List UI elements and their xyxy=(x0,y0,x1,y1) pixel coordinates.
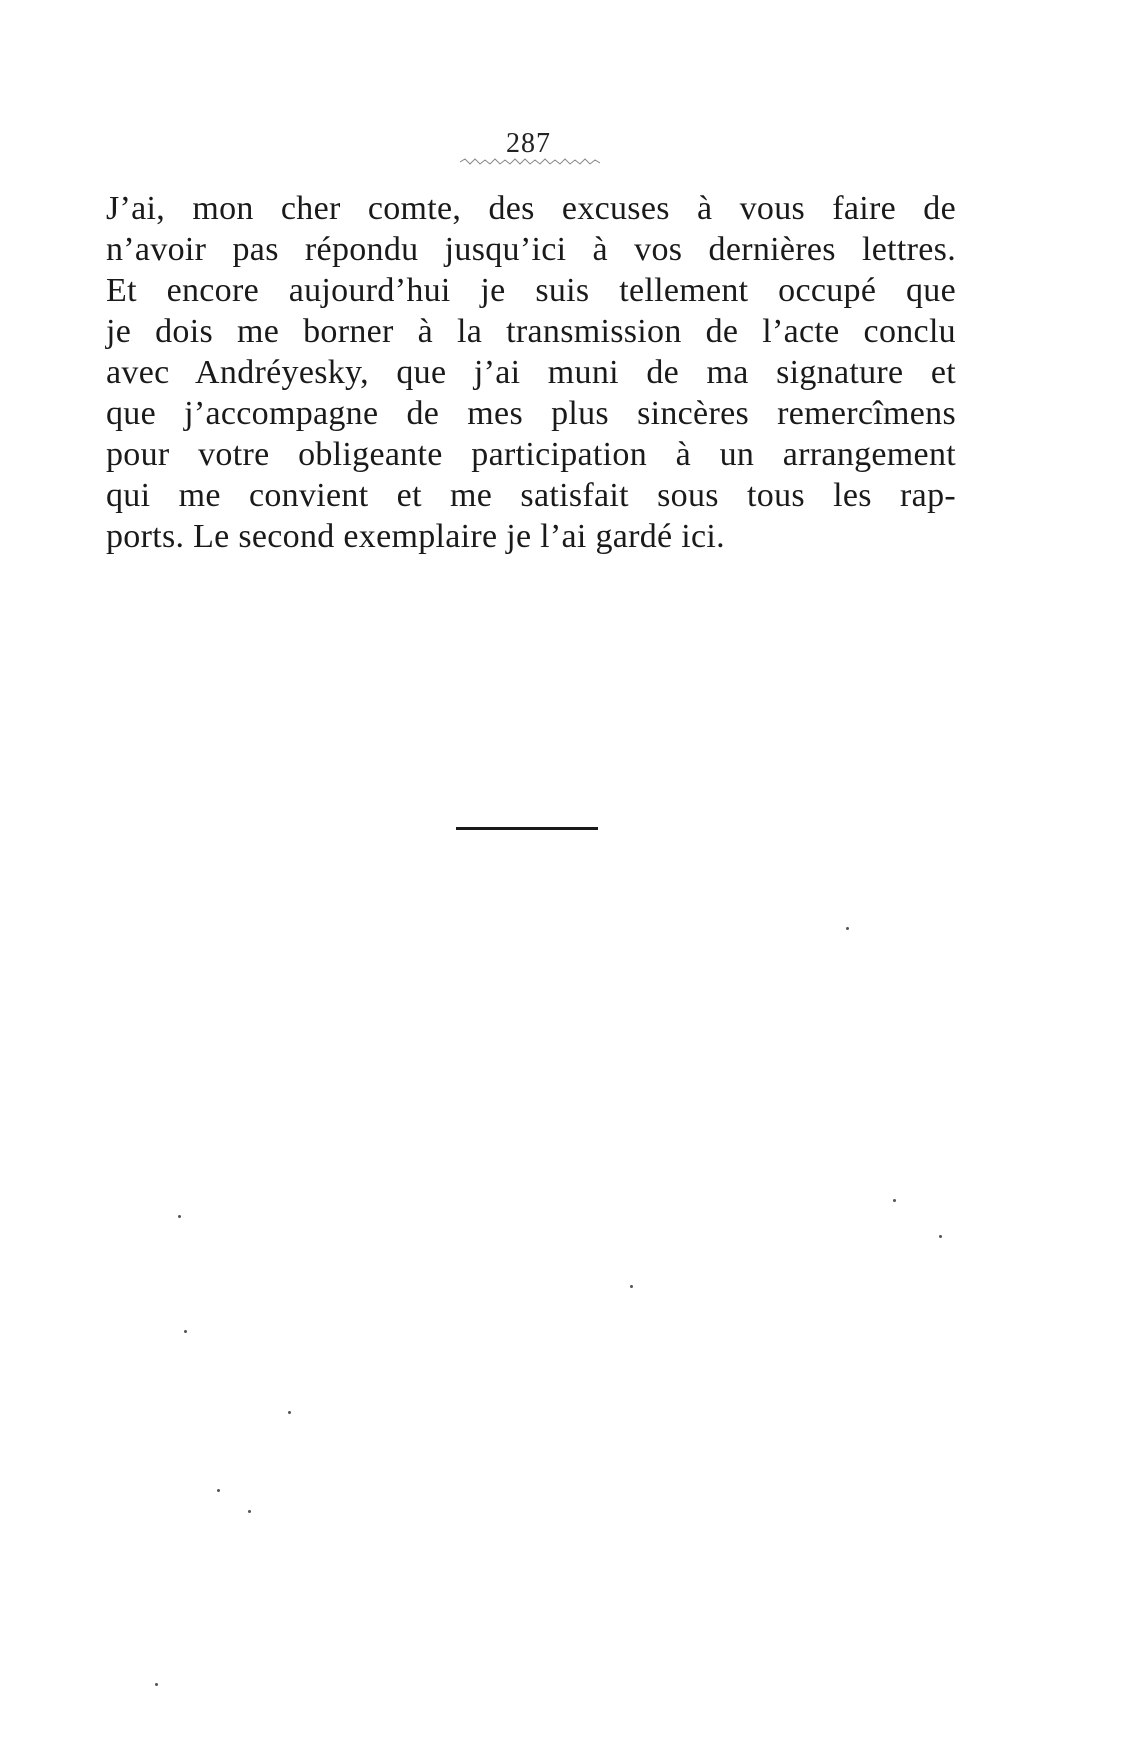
paper-speck xyxy=(846,927,849,930)
text-line: n’avoir pas répondu jusqu’ici à vos dernières lettres. xyxy=(106,231,956,268)
paper-speck xyxy=(178,1215,181,1218)
paper-speck xyxy=(893,1199,896,1202)
paper-speck xyxy=(939,1235,942,1238)
paper-speck xyxy=(248,1510,251,1513)
text-line: J’ai, mon cher comte, des excuses à vous faire de xyxy=(106,190,956,227)
text-line: je dois me borner à la transmission de l’acte conclu xyxy=(106,313,956,350)
page-number-ornament xyxy=(460,158,600,166)
paper-speck xyxy=(288,1411,291,1414)
paper-speck xyxy=(184,1330,187,1333)
paper-speck xyxy=(155,1683,158,1686)
text-line: qui me convient et me satisfait sous tous les rap- xyxy=(106,477,956,514)
section-divider xyxy=(456,827,598,830)
text-line: avec Andréyesky, que j’ai muni de ma signature et xyxy=(106,354,956,391)
text-line: Et encore aujourd’hui je suis tellement occupé que xyxy=(106,272,956,309)
page-number: 287 xyxy=(506,128,551,159)
paper-speck xyxy=(217,1489,220,1492)
text-line: ports. Le second exemplaire je l’ai gardé ici. xyxy=(106,518,725,555)
text-line: que j’accompagne de mes plus sincères remercîmens xyxy=(106,395,956,432)
letter-body xyxy=(106,188,956,557)
text-line: pour votre obligeante participation à un arrangement xyxy=(106,436,956,473)
paper-speck xyxy=(630,1285,633,1288)
